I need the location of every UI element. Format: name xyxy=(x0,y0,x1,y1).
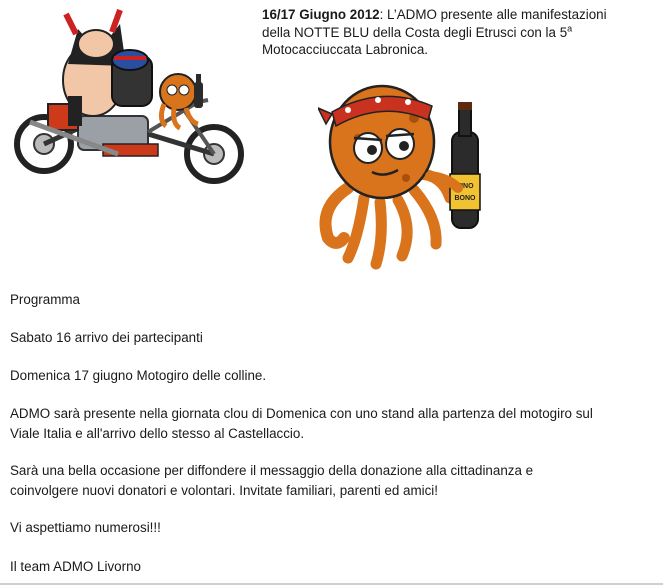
header-line-1: 16/17 Giugno 2012: L’ADMO presente alle manifestazioni xyxy=(262,7,607,22)
bottom-divider xyxy=(0,583,663,585)
aspettiamo-line: Vi aspettiamo numerosi!!! xyxy=(10,520,161,535)
programma-heading: Programma xyxy=(10,292,80,307)
admo-paragraph: ADMO sarà presente nella giornata clou di Domenica con uno stand alla partenza del motogiro sul Viale Italia e all'arrivo dello stesso al Castellaccio. xyxy=(10,406,593,441)
header-line-3: Motocacciuccata Labronica. xyxy=(262,42,428,57)
octopus-wine-illustration xyxy=(318,78,488,270)
occasione-paragraph: Sarà una bella occasione per diffondere il messaggio della donazione alla cittadinanza e coinvolgere nuovi donatori e volontari. Invitate familiari, parenti ed amici! xyxy=(10,463,534,498)
sabato-line: Sabato 16 arrivo dei partecipanti xyxy=(10,330,203,345)
domenica-line: Domenica 17 giugno Motogiro delle colline. xyxy=(10,368,267,383)
ordinal-suffix: a xyxy=(567,23,573,34)
team-signature: Il team ADMO Livorno xyxy=(10,559,141,574)
event-date: 16/17 Giugno 2012 xyxy=(262,7,380,22)
motorcycle-bikers-illustration xyxy=(8,4,248,186)
bottle-label-text: VINO xyxy=(456,183,474,190)
svg-text:BONO: BONO xyxy=(454,195,476,202)
announcement-header xyxy=(262,6,657,59)
header-line-2: della NOTTE BLU della Costa degli Etrusci con la 5$^a$ xyxy=(262,23,573,40)
